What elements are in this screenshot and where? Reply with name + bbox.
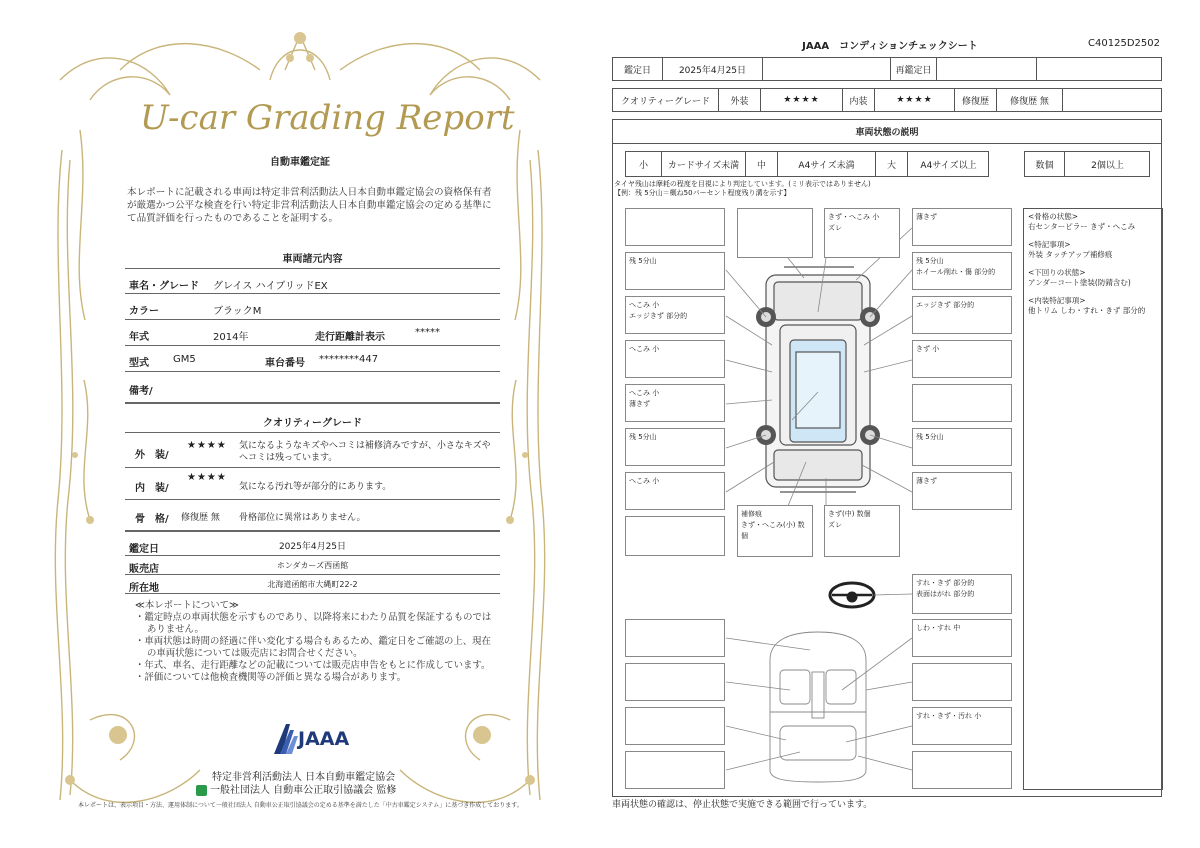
model-row xyxy=(125,348,500,372)
color-row xyxy=(125,296,500,320)
note-item: ・車両状態は時間の経過に伴い変化する場合もあるため、鑑定日をご確認の上、現在の車両状態については販売店にお問合せください。 xyxy=(135,636,491,659)
callout-box: 残 5分山 xyxy=(625,252,725,290)
remarks-row xyxy=(125,374,500,404)
size-mid: 中 xyxy=(746,152,778,176)
date-label: 鑑定日 xyxy=(129,544,159,555)
interior-stars: ★★★★ xyxy=(187,472,227,483)
size-large: 大 xyxy=(876,152,908,176)
car-name-label: 車名・グレード xyxy=(129,281,199,292)
divider xyxy=(125,268,500,269)
count-desc: 2個以上 xyxy=(1091,160,1124,171)
callout-box: きず(中) 数個 ズレ xyxy=(824,505,900,557)
certificate-footnote: 本レポートは、表示項目・方法、運用体制について一般社団法人 自動車公正取引協議会の定める基準を満たした「中古車鑑定システム」に基づき作成しております。 xyxy=(78,802,523,809)
color-label: カラー xyxy=(129,306,159,317)
jaaa-logo xyxy=(272,722,362,756)
repair-label: 修復歴 xyxy=(955,89,997,111)
certificate-subtitle: 自動車鑑定証 xyxy=(270,157,330,168)
callout-box: エッジきず 部分的 xyxy=(912,296,1012,334)
address-label: 所在地 xyxy=(129,583,159,594)
callout-box xyxy=(737,208,813,258)
year-label: 年式 xyxy=(129,332,149,343)
callout-box: へこみ 小 エッジきず 部分的 xyxy=(625,296,725,334)
divider xyxy=(125,432,500,433)
condition-comments xyxy=(1023,208,1163,790)
steering-wheel-icon xyxy=(830,583,874,607)
size-mid-desc: A4サイズ未満 xyxy=(778,152,876,176)
callout-box xyxy=(625,516,725,556)
callout-box xyxy=(912,751,1012,789)
year-row xyxy=(125,322,500,346)
explain-heading: 車両状態の説明 xyxy=(613,120,1161,144)
interior-grade-row xyxy=(125,470,500,500)
color-value: ブラックM xyxy=(213,306,262,317)
car-name-row xyxy=(125,272,500,294)
mileage-label: 走行距離計表示 xyxy=(315,332,385,343)
exterior-label: 外 装/ xyxy=(135,450,169,461)
callout-box: すれ・きず・汚れ 小 xyxy=(912,707,1012,745)
frame-repair-value: 修復歴 無 xyxy=(181,513,220,523)
tire-note-line1: タイヤ残山は摩耗の程度を目視により判定しています。(ミリ表示ではありません) xyxy=(614,180,871,188)
dealer-value: ホンダカーズ西函館 xyxy=(276,561,349,570)
callout-box: へこみ 小 xyxy=(625,340,725,378)
frame-grade-row xyxy=(125,502,500,532)
callout-box: しわ・すれ 中 xyxy=(912,619,1012,657)
frame-comment: 骨格部位に異常はありません。 xyxy=(239,513,366,523)
comment-underbody: <下回りの状態> アンダーコート塗装(防錆含む) xyxy=(1028,268,1131,287)
callout-box xyxy=(625,707,725,745)
car-body-outline xyxy=(766,267,870,492)
address-row xyxy=(125,576,500,594)
council-logo-icon xyxy=(196,785,207,796)
chassis-value: ********447 xyxy=(319,354,379,365)
notes-title: ≪本レポートについて≫ xyxy=(135,600,239,611)
callout-box xyxy=(625,208,725,246)
exterior-grade-row xyxy=(125,436,500,468)
callout-box: 残 5分山 xyxy=(625,428,725,466)
car-name-value: グレイス ハイブリッドEX xyxy=(213,281,328,292)
mileage-value: ***** xyxy=(415,327,440,338)
comment-special: <特記事項> 外装 タッチアップ補修痕 xyxy=(1028,240,1113,259)
exterior-stars: ★★★★ xyxy=(761,89,843,111)
exterior-stars: ★★★★ xyxy=(187,440,227,451)
callout-box: きず 小 xyxy=(912,340,1012,378)
size-small: 小 xyxy=(626,152,662,176)
remarks-label: 備考/ xyxy=(129,386,153,397)
callout-box xyxy=(625,619,725,657)
comment-frame: <骨格の状態> 右センターピラー きず・へこみ xyxy=(1028,212,1136,231)
report-logo-title: U-car Grading Report xyxy=(140,98,515,138)
callout-box: 薄きず xyxy=(912,208,1012,246)
callout-box xyxy=(912,384,1012,422)
interior-comment: 気になる汚れ等が部分的にあります。 xyxy=(239,482,392,492)
dealer-label: 販売店 xyxy=(129,564,159,575)
frame-label: 骨 格/ xyxy=(135,514,169,525)
model-label: 型式 xyxy=(129,358,149,369)
interior-label: 内 装/ xyxy=(135,483,169,494)
callout-box: 補修痕 きず・へこみ(小) 数個 xyxy=(737,505,813,557)
date-value: 2025年4月25日 xyxy=(278,542,347,552)
note-item: ・年式、車名、走行距離などの記載については販売店申告をもとに作成しています。 xyxy=(135,660,491,671)
callout-box: すれ・きず 部分的 表面はがれ 部分的 xyxy=(912,574,1012,614)
chassis-label: 車台番号 xyxy=(265,358,305,369)
tire-note-line2: 【例：残 5分山＝概ね50パーセント程度残り溝を示す】 xyxy=(614,189,791,197)
exterior-comment: 気になるようなキズやヘコミは補修済みですが、小さなキズやヘコミは残っています。 xyxy=(239,441,491,463)
callout-box: 残 5分山 ホイール削れ・傷 部分的 xyxy=(912,252,1012,290)
bottom-note: 車両状態の確認は、停止状態で実施できる範囲で行っています。 xyxy=(612,800,873,810)
date-label: 鑑定日 xyxy=(613,58,663,80)
interior-leader-lines xyxy=(726,594,912,770)
note-item: ・鑑定時点の車両状態を示すものであり、以降将来にわたり品質を保証するものではありません。 xyxy=(135,612,492,635)
interior-label: 内装 xyxy=(843,89,875,111)
date-value: 2025年4月25日 xyxy=(663,58,763,80)
association-name: 特定非営利活動法人 日本自動車鑑定協会 xyxy=(212,772,396,783)
council-name xyxy=(196,781,456,796)
exterior-label: 外装 xyxy=(719,89,761,111)
repair-value: 修復歴 無 xyxy=(997,89,1063,111)
grade-heading: クオリティーグレード xyxy=(263,418,362,429)
callout-box: へこみ 小 xyxy=(625,472,725,510)
model-value: GM5 xyxy=(173,354,196,365)
callout-box: 残 5分山 xyxy=(912,428,1012,466)
year-value: 2014年 xyxy=(213,332,249,343)
date-row xyxy=(125,536,500,556)
address-value: 北海道函館市大縄町22-2 xyxy=(267,580,358,589)
sheet-code: C40125D2502 xyxy=(1088,38,1160,49)
car-interior-outline xyxy=(770,632,866,782)
quality-label: クオリティーグレード xyxy=(613,89,719,111)
certificate-intro: 本レポートに記載される車両は特定非営利活動法人日本自動車鑑定協会の資格保有者が厳選かつ公平な検査を行い特定非営利活動法人日本自動車鑑定協会の定める基準にて品質評価を行ったものであることを証明する。 xyxy=(127,187,492,224)
callout-box: へこみ 小 薄きず xyxy=(625,384,725,422)
report-notes xyxy=(135,600,495,684)
comment-interior: <内装特記事項> 他トリム しわ・すれ・きず 部分的 xyxy=(1028,296,1146,315)
council-name-text: 一般社団法人 自動車公正取引協議会 監修 xyxy=(210,785,397,796)
note-item: ・評価については他検査機関等の評価と異なる場合があります。 xyxy=(135,672,406,683)
redate-label: 再鑑定日 xyxy=(891,58,937,80)
sheet-title: JAAA コンディションチェックシート xyxy=(802,41,978,52)
callout-box: 薄きず xyxy=(912,472,1012,510)
count-label: 数個 xyxy=(1025,152,1065,176)
jaaa-logo-text: JAAA xyxy=(298,728,350,750)
callout-box: きず・へこみ 小 ズレ xyxy=(824,208,900,258)
size-small-desc: カードサイズ未満 xyxy=(662,152,746,176)
interior-stars: ★★★★ xyxy=(875,89,955,111)
dealer-row xyxy=(125,557,500,575)
callout-box xyxy=(625,663,725,701)
callout-box xyxy=(912,663,1012,701)
callout-box xyxy=(625,751,725,789)
size-large-desc: A4サイズ以上 xyxy=(920,160,977,171)
condition-check-sheet xyxy=(600,0,1200,848)
spec-heading: 車両諸元内容 xyxy=(282,254,343,265)
